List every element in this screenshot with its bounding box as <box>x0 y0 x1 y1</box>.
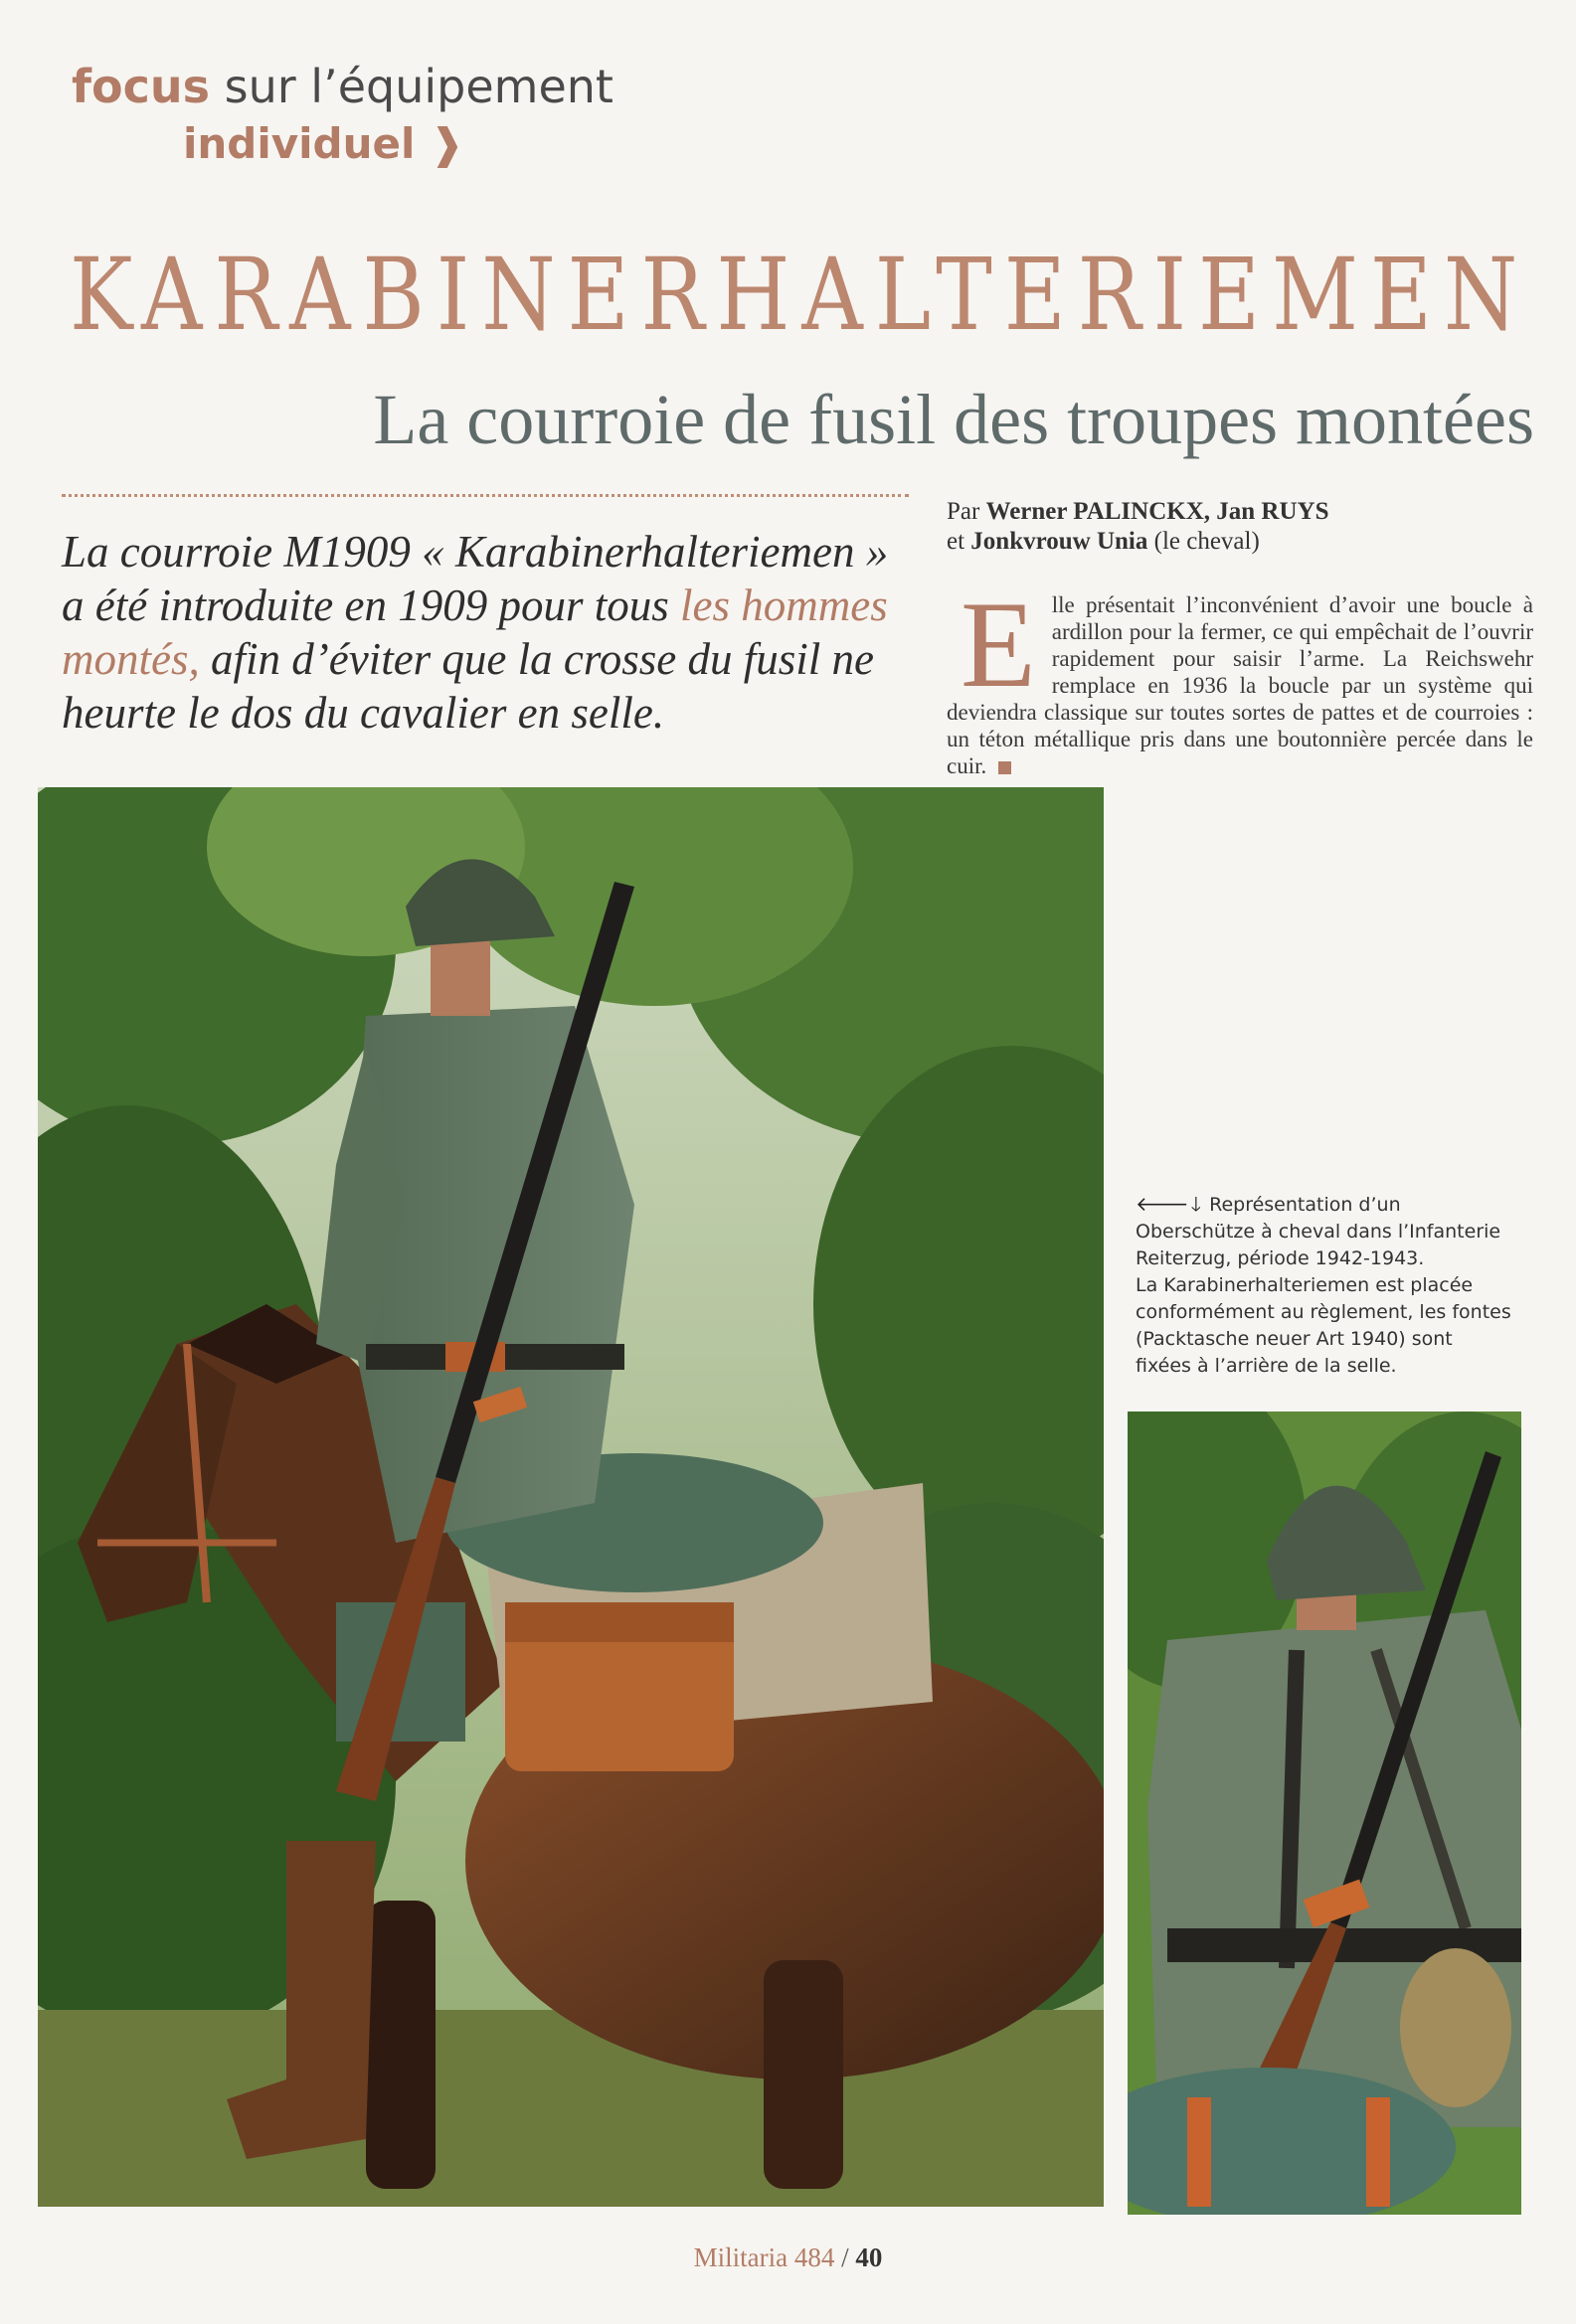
article-subtitle: La courroie de fusil des troupes montées <box>373 380 1534 459</box>
section-rubric <box>72 58 613 173</box>
byline-author-3: Jonkvrouw Unia <box>970 528 1148 555</box>
lead-highlight: les hommes montés, <box>62 581 888 684</box>
byline-prefix: Par <box>947 498 980 525</box>
photo-caption <box>1136 1191 1511 1380</box>
drop-cap: E <box>961 577 1036 713</box>
rubric-line-1 <box>72 58 613 115</box>
caption-direction-arrows-icon: 🡐🡓 <box>1136 1192 1204 1216</box>
byline-line2-prefix: et <box>947 528 965 555</box>
magazine-issue: Militaria 484 <box>693 2242 835 2272</box>
byline-author-1: Werner PALINCKX, <box>985 498 1211 525</box>
photo-rider-back-detail <box>1128 1411 1521 2215</box>
footer-separator: / <box>841 2242 849 2272</box>
byline-author-3-note: (le cheval) <box>1153 528 1260 555</box>
photo-rider-on-horse-illustration <box>38 787 1104 2207</box>
photo-rider-back-detail-illustration <box>1128 1411 1521 2215</box>
intro-paragraph <box>947 577 1533 779</box>
byline-author-2: Jan RUYS <box>1216 498 1329 525</box>
caption-line-1: Représentation d’un Oberschütze à cheval dans l’Infanterie Reiterzug, période 1942-1943. <box>1136 1194 1501 1269</box>
rubric-accent: focus <box>72 60 211 113</box>
rubric-line-2: individuel ❱ <box>183 119 465 168</box>
lead-paragraph <box>62 525 917 740</box>
page-footer <box>0 2242 1576 2273</box>
dotted-divider <box>62 494 909 497</box>
end-of-article-mark-icon <box>998 761 1011 774</box>
article-title: KARABINERHALTERIEMEN <box>70 237 1530 353</box>
caption-line-2: La Karabinerhalteriemen est placée conformément au règlement, les fontes (Packtasche neuer Art 1940) sont fixées à l’arrière de la selle. <box>1136 1274 1511 1377</box>
lead-part-2: afin d’éviter que la crosse du fusil ne heurte le dos du cavalier en selle. <box>62 634 874 738</box>
lead-part-1: La courroie M1909 « Karabinerhalteriemen » a été introduite en 1909 pour tous <box>62 527 889 630</box>
intro-text: lle présentait l’inconvénient d’avoir une boucle à ardillon pour la fermer, ce qui empêchait de l’ouvrir rapidement pour saisir l’arme. La Reichswehr remplace en 1936 la boucle par un système qui deviendra classique sur toutes sortes de pattes et de courroies : un téton métallique pris dans une boutonnière percée dans le cuir. <box>947 592 1533 778</box>
byline <box>947 497 1503 557</box>
rubric-rest: sur l’équipement <box>224 60 613 113</box>
page-number: 40 <box>855 2242 883 2272</box>
photo-rider-on-horse <box>38 787 1104 2207</box>
